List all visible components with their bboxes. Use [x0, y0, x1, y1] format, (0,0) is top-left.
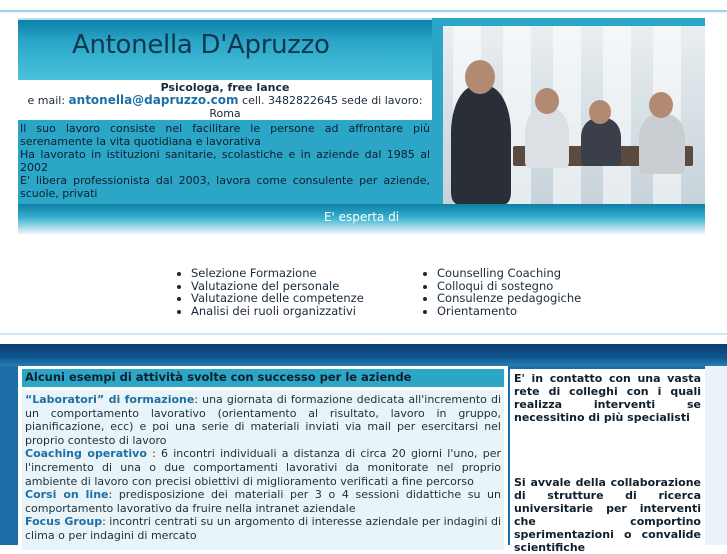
list-item: • Colloqui di sostegno — [437, 280, 581, 293]
activity-text: : una giornata di formazione dedicata all'incremento di un comportamento lavorativo (orientamento al risultato, lavoro in gruppo, pianificazione, ecc) e poi una serie di materiali inviati via mail per esercitarsi nel proprio contesto di lavoro — [25, 393, 501, 447]
list-item — [25, 488, 501, 515]
top-rule — [0, 10, 727, 12]
expertise-title: E' esperta di — [323, 210, 400, 224]
list-item: • Valutazione del personale — [191, 280, 364, 293]
profile-summary — [18, 80, 432, 120]
office-team-photo — [443, 26, 705, 204]
list-item — [25, 515, 501, 542]
activity-keyword: Corsi on line — [25, 488, 109, 502]
contact-details: cell. 3482822645 sede di lavoro: Roma — [209, 94, 423, 120]
section-rule — [0, 333, 727, 335]
list-item: • Consulenze pedagogiche — [437, 292, 581, 305]
profile-contact — [18, 94, 432, 120]
network-sidebar — [510, 369, 705, 554]
list-item — [25, 393, 501, 447]
list-item: • Counselling Coaching — [437, 267, 581, 280]
expertise-list-left — [175, 267, 364, 317]
profile-role: Psicologa, free lance — [160, 81, 290, 94]
list-item: • Valutazione delle competenze — [191, 292, 364, 305]
activity-text: : 6 incontri individuali a distanza di circa 20 giorni l'uno, per l'incremento di una o due comportamenti lavorativi da monitorate nel proprio ambiente di lavoro con precisi obiettivi di miglioramento verificati a fine percorso — [25, 447, 501, 488]
sidebar-paragraph: Si avvale della collaborazione di strutture di ricerca universitarie per interventi che comportino sperimentazioni o convalide scientifiche — [514, 476, 701, 554]
divider-band — [0, 344, 727, 366]
bio-paragraph: Ha lavorato in istituzioni sanitarie, scolastiche e in aziende dal 1985 al 2002 — [20, 148, 430, 174]
bio-paragraph: E' libera professionista dal 2003, lavora come consulente per aziende, scuole, privati — [20, 174, 430, 200]
activity-keyword: Focus Group — [25, 515, 103, 529]
list-item — [25, 447, 501, 488]
email-link[interactable]: antonella@dapruzzo.com — [68, 93, 239, 107]
bio-paragraph: Il suo lavoro consiste nel facilitare le persone ad affrontare più serenamente la vita quotidiana e lavorativa — [20, 122, 430, 148]
right-stripe — [705, 366, 727, 545]
list-item: • Selezione Formazione — [191, 267, 364, 280]
activity-text: : predisposizione dei materiali per 3 o 4 sessioni didattiche su un comportamento lavorativo da fruire nella intranet aziendale — [25, 488, 501, 515]
site-title: Antonella D'Apruzzo — [72, 30, 330, 60]
activities-body — [22, 390, 504, 550]
list-item: • Orientamento — [437, 305, 581, 318]
activity-text: : incontri centrati su un argomento di interesse aziendale per indagini di clima o per indagini di mercato — [25, 515, 501, 542]
list-item: • Analisi dei ruoli organizzativi — [191, 305, 364, 318]
activities-title: Alcuni esempi di attività svolte con successo per le aziende — [22, 369, 504, 387]
email-label: e mail: — [27, 94, 66, 107]
activity-keyword: Coaching operativo — [25, 447, 147, 461]
sidebar-paragraph: E' in contatto con una vasta rete di colleghi con i quali realizza interventi se necessitino di più specialisti — [514, 372, 701, 424]
expertise-list-right — [421, 267, 581, 317]
activity-keyword: “Laboratori” di formazione — [25, 393, 195, 406]
bio-section — [18, 120, 432, 204]
